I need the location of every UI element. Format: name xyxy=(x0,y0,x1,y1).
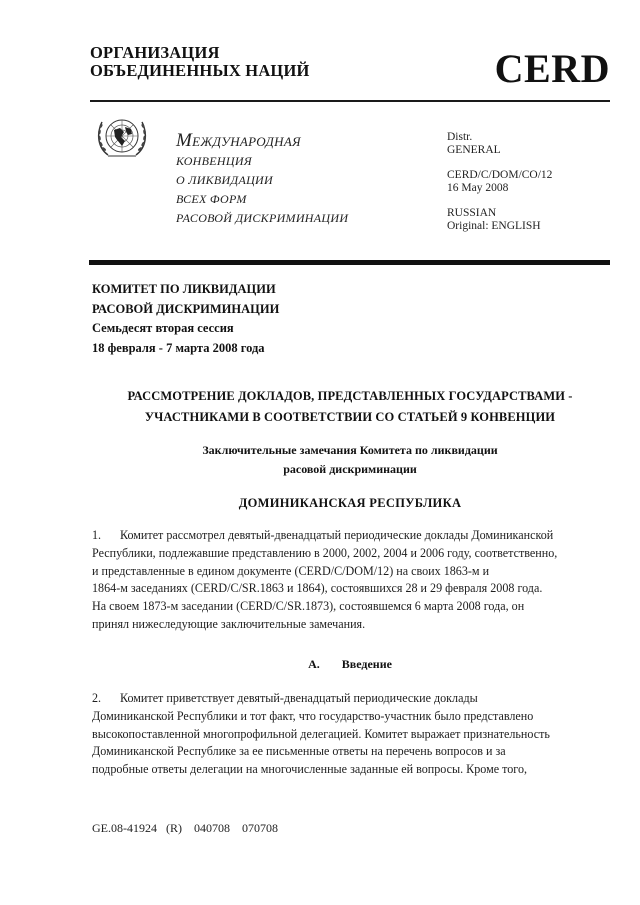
organization-name xyxy=(90,44,310,80)
sub-heading-line-2: расовой дискриминации xyxy=(283,462,417,476)
section-number: A. xyxy=(308,657,320,671)
paragraph-line: Доминиканской Республики и тот факт, что государство-участник было представлено xyxy=(92,708,534,723)
organization-name-line-2: ОБЪЕДИНЕННЫХ НАЦИЙ xyxy=(90,61,310,80)
convention-title-line-2: КОНВЕНЦИЯ xyxy=(176,154,252,168)
convention-title-line-5: РАСОВОЙ ДИСКРИМИНАЦИИ xyxy=(176,211,349,225)
organization-name-line-1: ОРГАНИЗАЦИЯ xyxy=(90,43,220,62)
section-divider xyxy=(89,260,610,265)
paragraph-1 xyxy=(92,527,612,634)
document-date: 16 May 2008 xyxy=(447,181,509,194)
distr-label: Distr. xyxy=(447,131,473,143)
committee-name-line-2: РАСОВОЙ ДИСКРИМИНАЦИИ xyxy=(92,301,280,316)
main-heading-line-1: РАССМОТРЕНИЕ ДОКЛАДОВ, ПРЕДСТАВЛЕННЫХ ГОСУДАРСТВАМИ - xyxy=(127,389,573,403)
main-heading-line-2: УЧАСТНИКАМИ В СООТВЕТСТВИИ СО СТАТЬЕЙ 9 КОНВЕНЦИИ xyxy=(144,410,556,424)
section-title: Введение xyxy=(341,657,392,671)
main-heading xyxy=(90,386,610,428)
header-divider xyxy=(90,100,610,102)
distribution-block xyxy=(447,131,552,232)
paragraph-line: Комитет рассмотрел девятый-двенадцатый периодические доклады Доминиканской xyxy=(120,528,554,542)
un-emblem-icon xyxy=(94,110,150,160)
paragraph-line: принял нижеследующие заключительные замечания. xyxy=(92,616,366,631)
paragraph-line: Республики, подлежавшие представлению в 2000, 2002, 2004 и 2006 году, соответственно, xyxy=(92,545,558,560)
paragraph-line: 1864-м заседаниях (CERD/C/SR.1863 и 1864), состоявшихся 28 и 29 февраля 2008 года. xyxy=(92,581,543,596)
convention-title-line-3: О ЛИКВИДАЦИИ xyxy=(176,173,273,187)
paragraph-number: 2. xyxy=(92,691,102,705)
paragraph-2 xyxy=(92,690,612,779)
session-dates: 18 февраля - 7 марта 2008 года xyxy=(92,340,265,355)
document-symbol: CERD/C/DOM/CO/12 xyxy=(447,169,553,181)
section-heading-introduction xyxy=(90,656,610,673)
country-heading: ДОМИНИКАНСКАЯ РЕСПУБЛИКА xyxy=(238,496,462,510)
distr-value: GENERAL xyxy=(447,143,501,156)
paragraph-line: подробные ответы делегации на многочисленные заданные ей вопросы. Кроме того, xyxy=(92,762,528,777)
committee-name-line-1: КОМИТЕТ ПО ЛИКВИДАЦИИ xyxy=(92,282,276,296)
sub-heading xyxy=(90,441,610,479)
committee-block xyxy=(92,280,279,358)
document-language: RUSSIAN xyxy=(447,207,497,219)
footer-document-code: GE.08-41924 (R) 040708 070708 xyxy=(92,821,278,835)
sub-heading-line-1: Заключительные замечания Комитета по ликвидации xyxy=(202,443,498,457)
original-language: Original: ENGLISH xyxy=(447,219,541,232)
document-series-symbol: CERD xyxy=(494,46,610,91)
paragraph-line: На своем 1873-м заседании (CERD/C/SR.1873), состоявшемся 6 марта 2008 года, он xyxy=(92,599,525,614)
convention-title xyxy=(176,130,348,228)
session-title: Семьдесят вторая сессия xyxy=(92,321,234,335)
convention-title-line-1: Международная xyxy=(176,130,301,151)
paragraph-line: и представленные в едином документе (CERD/C/DOM/12) на своих 1863-м и xyxy=(92,563,490,578)
convention-title-line-4: ВСЕХ ФОРМ xyxy=(176,192,247,206)
paragraph-number: 1. xyxy=(92,528,102,542)
paragraph-line: Комитет приветствует девятый-двенадцатый периодические доклады xyxy=(120,691,478,705)
paragraph-line: Доминиканской Республике за ее письменные ответы на перечень вопросов и за xyxy=(92,744,506,759)
paragraph-line: высокопоставленной многопрофильной делегацией. Комитет выражает признательность xyxy=(92,726,550,741)
